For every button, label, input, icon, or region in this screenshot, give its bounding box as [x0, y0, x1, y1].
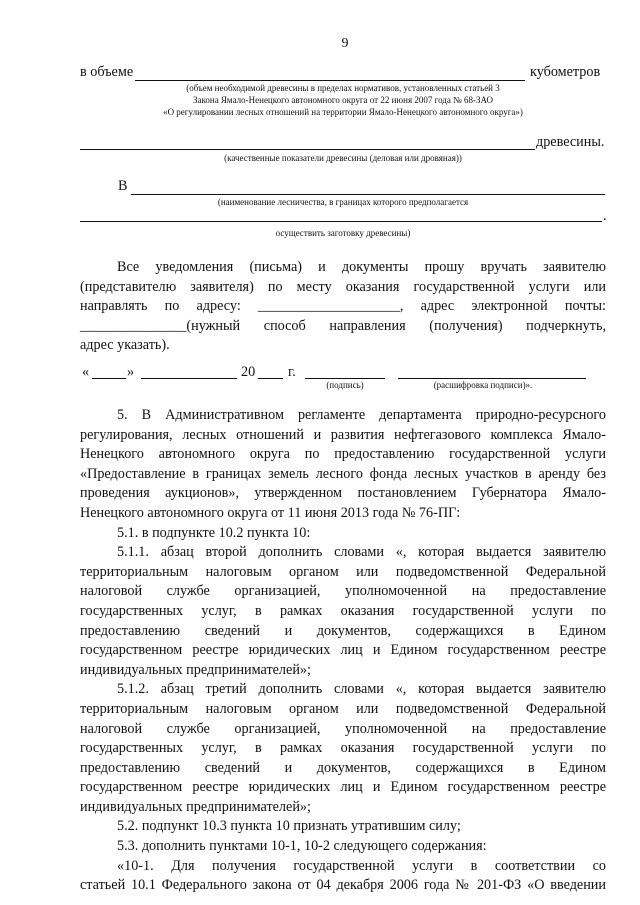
volume-prefix: в объеме [80, 64, 134, 80]
year-prefix: 20 [241, 364, 256, 380]
notice-line: направлять по адресу: ____________________, адрес электронной почты: [80, 298, 606, 315]
main-body [80, 406, 606, 896]
date-day-blank [92, 378, 126, 379]
text-line: 5.1.2. абзац третий дополнить словами «, которая выдается заявителю [117, 681, 606, 698]
text-line: 5.3. дополнить пунктами 10-1, 10-2 следующего содержания: [117, 838, 487, 855]
notice-paragraph [80, 258, 606, 356]
signature-decode-caption: (расшифровка подписи)». [433, 380, 533, 390]
paragraph-5-2 [80, 817, 606, 837]
forestry-caption: (наименование лесничества, в границах которого предполагается [217, 197, 469, 207]
text-line: государственном реестре юридических лиц и Едином государственном реестре [80, 779, 606, 796]
notice-line: _______________(нужный способ направления (получения) подчеркнуть, [80, 317, 606, 334]
year-suffix: г. [288, 364, 296, 380]
date-month-blank [141, 378, 237, 379]
forestry-blank-line [131, 194, 605, 195]
forestry-prefix: В [118, 178, 128, 194]
paragraph-10-1 [80, 857, 606, 896]
text-line: Ненецкого автономного округа от 11 июня 2013 года № 76-ПГ: [80, 504, 461, 521]
text-line: проведения аукционов», утвержденном постановлением Губернатора Ямало- [80, 485, 606, 502]
text-line: «Предоставление в границах земель лесного фонда лесных участков в аренду без [80, 465, 606, 482]
volume-caption-1: (объем необходимой древесины в пределах нормативов, установленных статьей 3 [186, 83, 500, 93]
text-line: государственных услуг, в рамках оказания государственной услуги по [80, 740, 606, 757]
text-line: 5. В Административном регламенте департамента природно-ресурсного [117, 407, 606, 423]
page-number: 9 [341, 36, 349, 51]
volume-suffix: кубометров [530, 64, 601, 80]
text-line: налоговой службе организацией, уполномоченной на предоставление [80, 583, 606, 600]
date-year-blank [258, 378, 283, 379]
date-close-quote: » [127, 364, 135, 380]
text-line: 5.1.1. абзац второй дополнить словами «, которая выдается заявителю [117, 544, 606, 561]
text-line: индивидуальных предпринимателей»; [80, 798, 311, 815]
paragraph-5-1-2 [80, 680, 606, 817]
harvest-caption: осуществить заготовку древесины) [275, 228, 411, 238]
paragraph-5 [80, 406, 606, 524]
text-line: территориальным налоговым органом или подведомственной Федеральной [80, 563, 606, 580]
text-line: 5.1. в подпункте 10.2 пункта 10: [117, 524, 311, 541]
text-line: государственном реестре юридических лиц и Едином государственном реестре [80, 642, 606, 659]
paragraph-5-1 [80, 524, 606, 544]
paragraph-5-3 [80, 837, 606, 857]
text-line: предоставлению сведений и документов, содержащихся в Едином [80, 759, 606, 776]
text-line: регулирования, лесных отношений и развития нефтегазового комплекса Ямало- [80, 426, 606, 443]
text-line: 5.2. подпункт 10.3 пункта 10 признать утратившим силу; [117, 818, 461, 835]
paragraph-5-1-1 [80, 543, 606, 680]
notice-line: Все уведомления (письма) и документы прошу вручать заявителю [117, 259, 606, 275]
signature-decode-blank [398, 378, 586, 379]
notice-line: (представителю заявителя) по месту оказания государственной услуги или [80, 278, 606, 295]
volume-caption-2: Закона Ямало-Ненецкого автономного округа от 22 июня 2007 года № 68-ЗАО [192, 95, 494, 105]
text-line: Ненецкого автономного округа по предоставлению государственной услуги [80, 446, 606, 463]
text-line: территориальным налоговым органом или подведомственной Федеральной [80, 700, 606, 717]
volume-caption-3: «О регулировании лесных отношений на территории Ямало-Ненецкого автономного округа») [163, 107, 523, 117]
forestry-end: . [603, 208, 607, 224]
text-line: «10-1. Для получения государственной услуги в соответствии со [117, 857, 606, 874]
wood-suffix: древесины. [536, 134, 605, 150]
signature-blank [305, 378, 385, 379]
date-open-quote: « [82, 364, 90, 380]
notice-line: адрес указать). [80, 337, 170, 354]
text-line: индивидуальных предпринимателей»; [80, 661, 311, 678]
harvest-blank-line [80, 221, 602, 222]
wood-blank-line [80, 149, 535, 150]
text-line: статьей 10.1 Федерального закона от 04 декабря 2006 года № 201-ФЗ «О введении [80, 877, 606, 894]
wood-caption: (качественные показатели древесины (деловая или дровяная)) [224, 153, 462, 163]
text-line: государственных услуг, в рамках оказания государственной услуги по [80, 602, 606, 619]
text-line: налоговой службе организацией, уполномоченной на предоставление [80, 720, 606, 737]
volume-blank-line [135, 80, 525, 81]
signature-caption: (подпись) [326, 380, 364, 390]
text-line: предоставлению сведений и документов, содержащихся в Едином [80, 622, 606, 639]
